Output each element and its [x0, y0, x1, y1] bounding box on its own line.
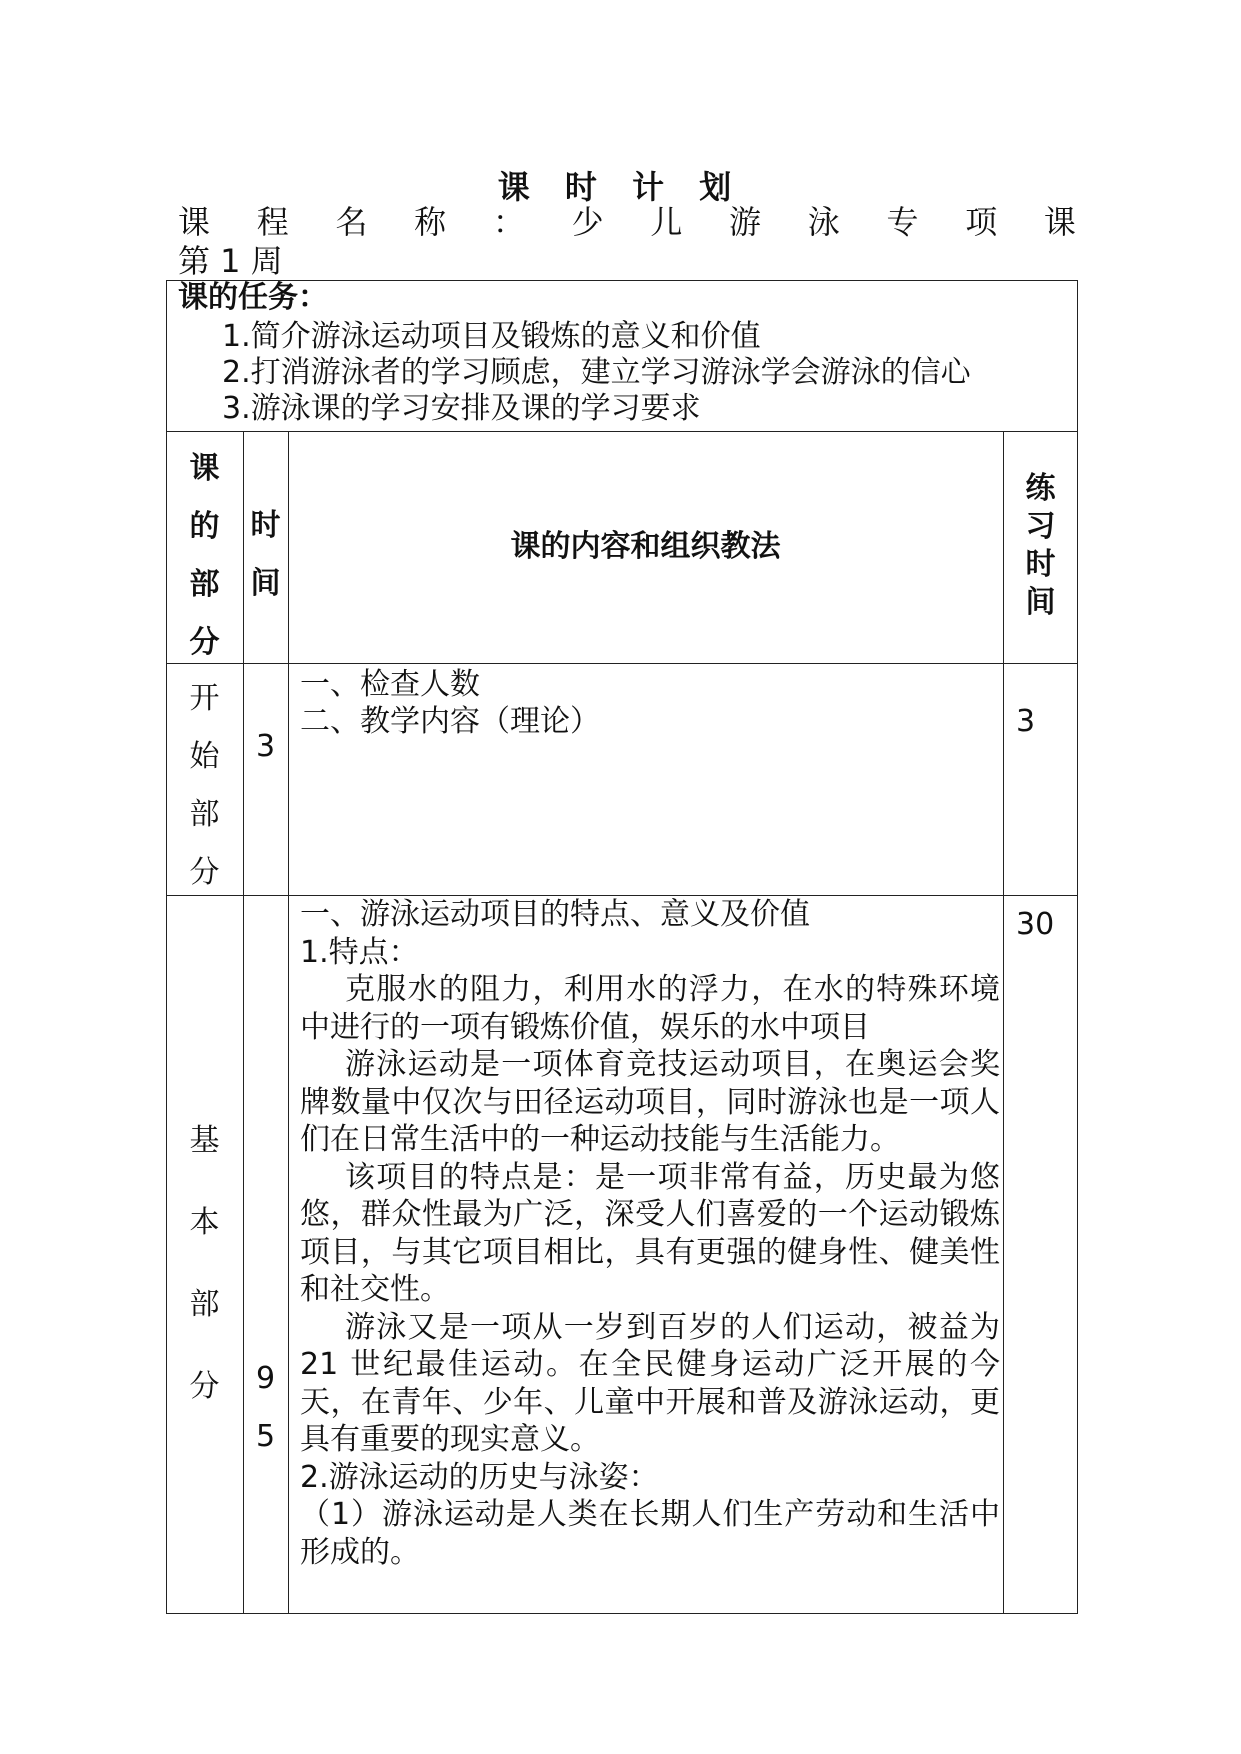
header-practice	[1003, 470, 1078, 622]
content-paragraph: 克服水的阻力，利用水的浮力，在水的特殊环境中进行的一项有锻炼价值，娱乐的水中项目	[300, 972, 1000, 1045]
content-line: 1.特点：	[300, 934, 419, 970]
content-paragraph: 游泳运动是一项体育竞技运动项目，在奥运会奖牌数量中仅次与田径运动项目，同时游泳也是一项人们在日常生活中的一种运动技能与生活能力。	[300, 1047, 1000, 1157]
row-start-part	[166, 670, 243, 902]
course-char: 课	[1043, 203, 1076, 241]
week-label: 第 1 周	[178, 242, 283, 280]
row-start-practice: 3	[1016, 704, 1036, 739]
row-part-char: 开	[189, 681, 220, 716]
row-time-char: 9	[255, 1361, 276, 1396]
row-start-content-line: 二、教学内容（理论）	[300, 704, 600, 739]
content-paragraph: （1）游泳运动是人类在长期人们生产劳动和生活中形成的。	[300, 1497, 1000, 1570]
header-time-char: 间	[250, 566, 281, 601]
table-rule	[166, 431, 1078, 432]
row-part-char: 部	[189, 797, 220, 832]
header-part	[166, 440, 243, 672]
row-basic-part	[166, 1100, 243, 1428]
course-char: 程	[256, 203, 289, 241]
header-part-char: 的	[189, 509, 220, 544]
table-rule	[288, 431, 289, 1614]
header-practice-char: 练	[1025, 471, 1056, 506]
course-char: 名	[335, 203, 368, 241]
course-char: 儿	[650, 203, 683, 241]
row-part-char: 部	[189, 1287, 220, 1322]
row-time-char: 5	[255, 1419, 276, 1454]
table-rule	[166, 663, 1078, 664]
content-paragraph: 该项目的特点是：是一项非常有益，历史最为悠悠，群众性最为广泛，深受人们喜爱的一个运动锻炼项目，与其它项目相比，具有更强的健身性、健美性和社交性。	[300, 1159, 1000, 1307]
course-char: 少	[571, 203, 604, 241]
content-line: 2.游泳运动的历史与泳姿：	[300, 1459, 659, 1495]
course-char: 课	[178, 203, 211, 241]
course-char: 游	[729, 203, 762, 241]
course-char: 泳	[807, 203, 840, 241]
header-practice-char: 间	[1025, 585, 1056, 620]
course-char: 称	[414, 203, 447, 241]
row-part-char: 始	[189, 739, 220, 774]
task-item: 2.打消游泳者的学习顾虑，建立学习游泳学会游泳的信心	[222, 355, 971, 390]
course-char: ：	[492, 203, 525, 241]
row-part-char: 分	[189, 855, 220, 890]
header-time	[243, 497, 288, 613]
row-basic-content	[300, 896, 1000, 1571]
header-practice-char: 习	[1025, 509, 1056, 544]
tasks-heading: 课的任务：	[178, 280, 328, 315]
row-part-char: 分	[189, 1369, 220, 1404]
header-part-char: 课	[189, 451, 220, 486]
course-char: 专	[886, 203, 919, 241]
content-line: 一、游泳运动项目的特点、意义及价值	[300, 897, 810, 932]
row-part-char: 本	[189, 1205, 220, 1240]
task-item: 1.简介游泳运动项目及锻炼的意义和价值	[222, 319, 761, 354]
row-start-content-line: 一、检查人数	[300, 667, 480, 702]
task-item: 3.游泳课的学习安排及课的学习要求	[222, 391, 701, 426]
header-time-char: 时	[250, 508, 281, 543]
course-name-line	[178, 202, 1076, 242]
page-title: 课 时 计 划	[497, 168, 744, 206]
row-basic-practice: 30	[1016, 907, 1055, 942]
row-part-char: 基	[189, 1123, 220, 1158]
row-basic-time	[243, 1350, 288, 1466]
header-practice-char: 时	[1025, 547, 1056, 582]
row-start-time: 3	[255, 729, 276, 764]
header-content: 课的内容和组织教法	[510, 529, 781, 564]
content-paragraph: 游泳又是一项从一岁到百岁的人们运动，被益为 21 世纪最佳运动。在全民健身运动广泛开展的今天，在青年、少年、儿童中开展和普及游泳运动，更具有重要的现实意义。	[300, 1309, 1000, 1457]
header-part-char: 部	[189, 567, 220, 602]
course-char: 项	[965, 203, 998, 241]
header-part-char: 分	[189, 625, 220, 660]
